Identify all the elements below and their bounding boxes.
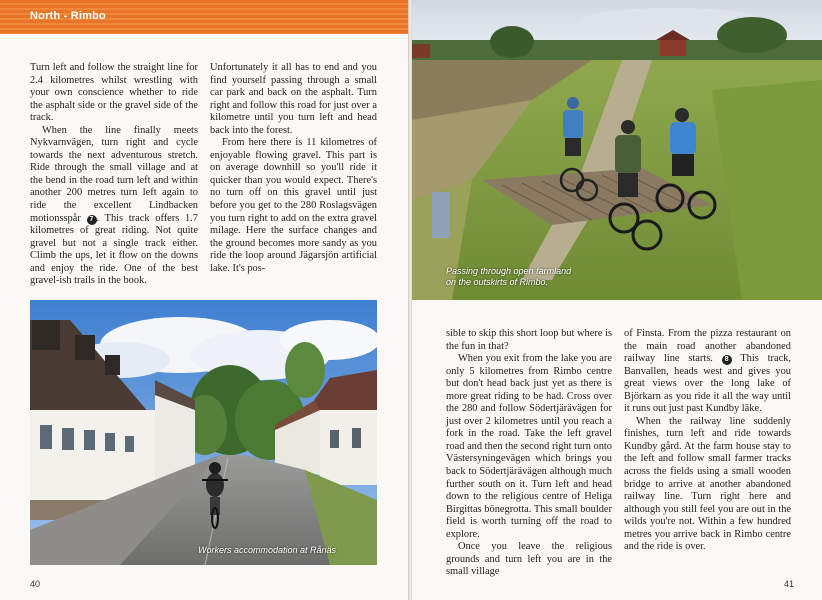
paragraph: When the line finally meets Nykvarnvägen, turn right and cycle towards the next adventurous stretch. Ride through the small village and at the bend in the road turn left and within another 200 metres turn left again to ride the excellent Lindbacken motionsspår 7 . This track offers 1.7 kilometres of great riding. Not quite gravel but not a single track either. Climb the ups, let it flow on the downs and enjoy the ride. One of the best gravel-ish trails in the book. bbox=[30, 124, 198, 287]
paragraph: When you exit from the lake you are only 5 kilometres from Rimbo centre but don't head back just yet as there is more great riding to be had. Cross over the 280 and follow Södertjärävägen for just over 2 kilometres until you reach a fork in the road. Take the left gravel road and then the second right turn onto Västersyningevägen which brings you back to Södertjärävägen although much further south on it. Turn left and head down to the religious centre of Heliga Birgittas bönegrotta. This small boulder field is worth turning off the road to explore. bbox=[446, 353, 612, 540]
photo-caption: Passing through open farmland on the outskirts of Rimbo. bbox=[446, 266, 572, 287]
paragraph: When the railway line suddenly finishes, turn left and ride towards Kundby gård. At the farm house stay to the left and follow small farmer tracks across the fields using a small wooden bridge to arrive at another abandoned railway line. Turn right here and although you still feel you are out in the wilds you're not. Within a few hundred metres you arrive back in Rimbo centre and the ride is over. bbox=[624, 415, 791, 553]
farmland-cyclists-photo bbox=[412, 0, 822, 300]
photo-caption: Workers accommodation at Rånäs bbox=[198, 545, 337, 555]
right-column-2 bbox=[624, 328, 791, 554]
section-header-title: North - Rimbo bbox=[30, 10, 106, 22]
route-marker-7: 7 bbox=[87, 215, 97, 225]
paragraph: sible to skip this short loop but where is the fun in that? bbox=[446, 328, 612, 352]
page-number-left: 40 bbox=[30, 579, 41, 589]
paragraph: From here there is 11 kilometres of enjoyable flowing gravel. This part is on average downhill so you'll ride it quicker than you would expect. There's no turn off on this gravel until just before you get to the 280 Roslagsvägen you turn right to add on the extra gravel milage. Here the surface changes and the ground becomes more sandy as you ride the loop around Jägarsjön artificial lake. It's pos- bbox=[210, 137, 377, 274]
paragraph: Unfortunately it all has to end and you find yourself passing through a small car park and back on the asphalt. Turn right and follow this road for just over a kilometre until you turn left and head back into the forest. bbox=[210, 62, 377, 136]
right-column-1 bbox=[446, 328, 612, 579]
street-scene-illustration bbox=[30, 300, 377, 565]
left-page bbox=[0, 0, 408, 600]
left-column-1 bbox=[30, 62, 198, 288]
farmland-illustration bbox=[412, 0, 822, 300]
workers-accommodation-photo bbox=[30, 300, 377, 565]
paragraph: Turn left and follow the straight line for 2.4 kilometres whilst wrestling with your own conscience whether to ride the asphalt side or the gravel side of the track. bbox=[30, 62, 198, 124]
paragraph: Once you leave the religious grounds and turn left you are in the small village bbox=[446, 541, 612, 578]
left-column-2 bbox=[210, 62, 377, 275]
page-number-right: 41 bbox=[784, 579, 795, 589]
right-page bbox=[412, 0, 822, 600]
route-marker-8: 8 bbox=[722, 355, 732, 365]
paragraph: of Finsta. From the pizza restaurant on the main road another abandoned railway line starts. 8 This track, Banvallen, heads west and gives you great views over the long lake of Björkarn as you ride it all the way until it runs out just past Kundby läke. bbox=[624, 328, 791, 415]
